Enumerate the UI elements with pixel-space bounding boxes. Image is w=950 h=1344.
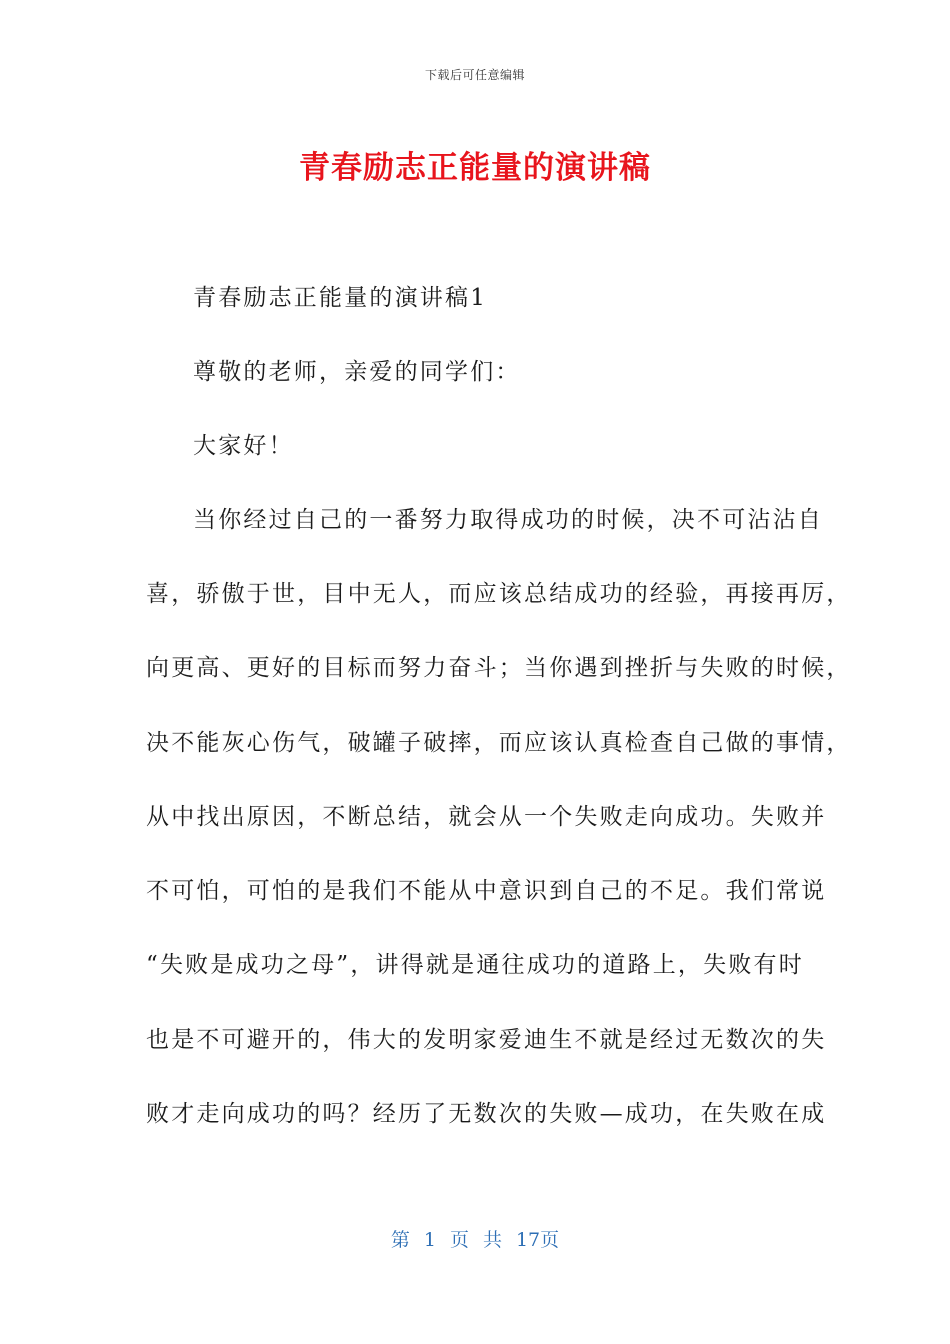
body-line: 决不能灰心伤气，破罐子破摔，而应该认真检查自己做的事情， — [146, 730, 852, 756]
footer-prefix: 第 — [390, 1229, 410, 1251]
body-line: 也是不可避开的，伟大的发明家爱迪生不就是经过无数次的失 — [146, 1027, 827, 1053]
footer-total-word: 共 — [482, 1229, 502, 1251]
body-line: 向更高、更好的目标而努力奋斗；当你遇到挫折与失败的时候， — [146, 655, 852, 681]
body-line: “失败是成功之母”，讲得就是通往成功的道路上，失败有时 — [146, 952, 804, 978]
body-line: 败才走向成功的吗？经历了无数次的失败—成功，在失败在成 — [146, 1101, 827, 1127]
body-line: 从中找出原因，不断总结，就会从一个失败走向成功。失败并 — [146, 804, 827, 830]
body-line: 当你经过自己的一番努力取得成功的时候，决不可沾沾自 — [193, 507, 823, 533]
section-heading: 青春励志正能量的演讲稿1 — [193, 285, 488, 311]
page-footer — [0, 1225, 950, 1252]
body-line: 喜，骄傲于世，目中无人，而应该总结成功的经验，再接再厉， — [146, 581, 852, 607]
document-title: 青春励志正能量的演讲稿 — [299, 150, 651, 186]
footer-page-word: 页 — [449, 1229, 469, 1251]
footer-total-pages: 17页 — [515, 1229, 560, 1251]
salutation-line: 尊敬的老师，亲爱的同学们： — [193, 359, 521, 385]
greeting-line: 大家好！ — [193, 433, 294, 459]
body-line: 不可怕，可怕的是我们不能从中意识到自己的不足。我们常说 — [146, 878, 827, 904]
header-note: 下载后可任意编辑 — [424, 68, 525, 82]
footer-current-page: 1 — [423, 1229, 436, 1251]
